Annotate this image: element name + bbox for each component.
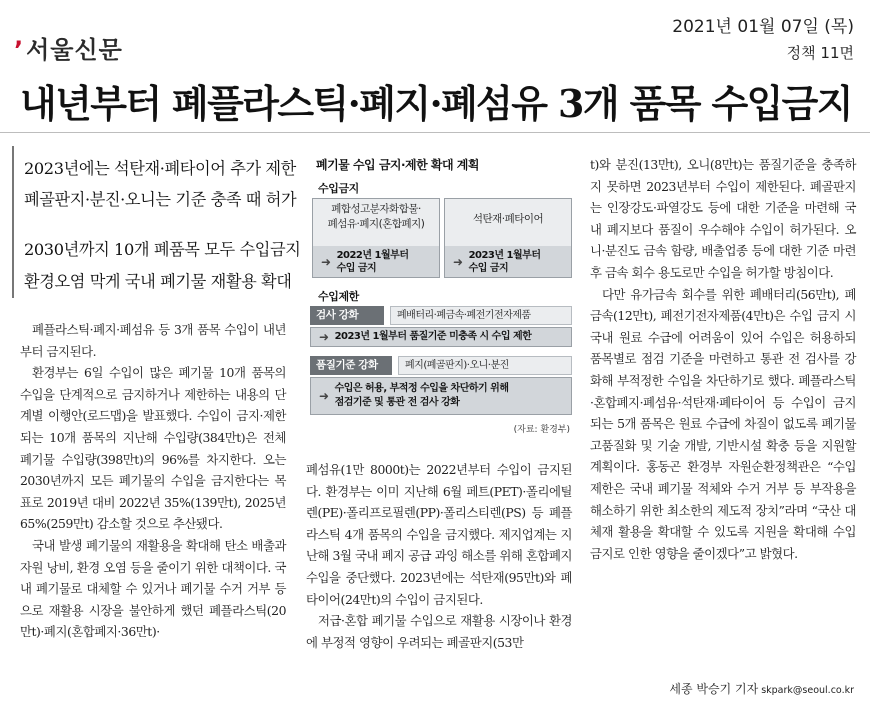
header-divider (0, 132, 870, 133)
restrict-row-action: 2023년 1월부터 품질기준 미충족 시 수입 제한 (334, 331, 532, 342)
newspaper-masthead (14, 30, 123, 65)
subhead-bar (12, 146, 14, 298)
infographic-title: 폐기물 수입 금지·제한 확대 계획 (316, 158, 479, 172)
subhead-1: 2023년에는 석탄재·폐타이어 추가 제한 (24, 159, 296, 178)
ban-box-1 (312, 198, 440, 278)
paragraph: 폐플라스틱·폐지·폐섬유 등 3개 품목 수입이 내년부터 금지된다. (20, 322, 286, 359)
paragraph: 다만 유가금속 회수를 위한 폐배터리(56만t), 폐금속(12만t), 폐전기전자제품(4만t)은 수입 금지 시 국내 원료 수급에 어려움이 있어 수입은 허용하되 품목별로 점검 기준을 마련하고 통관 전 검사를 강화해 부적정한 수입을 차단하기로 했다. 폐플라스틱·혼합폐지·폐섬유·석탄재·폐타이어 등 수입이 금지되는 5개 품목은 원료 수급에 차질이 없도록 폐기물 고품질화 및 기술 개발, 기반시설 확충 등을 지원할 계획이다. 홍동곤 환경부 자원순환정책관은 “수입 제한은 국내 폐기물 적체와 수거 거부 등 부작용을 해소하기 위한 최소한의 제도적 장치”라며 “국산 대체재 활용을 확대할 수 있도록 지원을 확대해 수입 금지로 인한 영향을 줄이겠다”고 밝혔다. (590, 286, 856, 561)
paragraph: 저급·혼합 폐기물 수입으로 재활용 시장이나 환경에 부정적 영향이 우려되는 폐골판지(53만 (306, 613, 572, 650)
article-column-3 (590, 154, 856, 564)
restrict-row-items: 폐배터리·폐금속·폐전기전자제품 (390, 306, 572, 325)
section-page: 정책 11면 (786, 44, 854, 62)
paragraph: 폐섬유(1만 8000t)는 2022년부터 수입이 금지된다. 환경부는 이미 지난해 6월 페트(PET)·폴리에틸렌(PE)·폴리프로필렌(PP)·폴리스티렌(PS) 등 폐플라스틱 4개 품목의 수입을 금지했다. 제지업계는 지난해 3월 국내 폐지 공급 과잉 해소를 위해 혼합폐지 수입을 중단했다. 2023년에는 석탄재(95만t)와 폐타이어(24만t)의 수입이 금지된다. (306, 462, 572, 607)
restrict-label: 수입제한 (318, 290, 359, 303)
masthead-mark-icon: ’ (14, 36, 25, 64)
ban-box-2 (444, 198, 572, 278)
restrict-row-head: 품질기준 강화 (310, 356, 392, 375)
paragraph: 환경부는 6일 수입이 많은 폐기물 10개 품목의 수입을 단계적으로 금지하거나 제한하는 내용의 단계별 이행안(로드맵)을 발표했다. 수입이 금지·제한되는 10개 품목의 지난해 수입량(384만t)은 전체 폐기물 수입량(398만t)의 96%를 차지한다. 오는 2030년까지 모든 폐기물의 수입을 금지한다는 목표로 2019년 대비 2022년 35%(139만t), 2025년 65%(259만t) 감소할 것으로 추산됐다. (20, 365, 286, 532)
article-column-1 (20, 319, 286, 643)
arrow-right-icon: ➜ (453, 254, 463, 269)
ban-box-action: 2023년 1월부터 수입 금지 (468, 249, 541, 274)
arrow-right-icon: ➜ (319, 330, 329, 344)
article-column-2 (306, 459, 572, 653)
byline (669, 680, 854, 697)
restrict-row-head: 검사 강화 (310, 306, 384, 325)
subhead-3: 2030년까지 10개 폐품목 모두 수입금지 (24, 240, 301, 259)
subhead-4: 환경오염 막게 국내 폐기물 재활용 확대 (24, 272, 292, 291)
paragraph: t)와 분진(13만t), 오니(8만t)는 품질기준을 충족하지 못하면 2023년부터 수입이 제한된다. 폐골판지는 인장강도·파열강도 등에 대한 기준을 마련해 국내 폐지보다 품질이 우수해야 수입이 허가된다. 오니·분진도 금속 함량, 배출업종 등에 대한 기준 마련 후 금속 회수 용도로만 수입을 허가할 방침이다. (590, 157, 856, 280)
ban-box-action: 2022년 1월부터 수입 금지 (336, 249, 409, 274)
publication-date: 2021년 01월 07일 (목) (672, 17, 854, 37)
arrow-right-icon: ➜ (321, 254, 331, 269)
reporter-name: 세종 박승기 기자 (669, 682, 759, 696)
restrict-row-action: 수입은 허용, 부적정 수입을 차단하기 위해 점검기준 및 통관 전 검사 강화 (334, 383, 509, 408)
masthead-text: 서울신문 (26, 36, 123, 64)
restrict-row-2 (310, 356, 572, 418)
reporter-email: skpark@seoul.co.kr (761, 685, 854, 696)
ban-box-items: 폐합성고분자화합물· 폐섬유·폐지(혼합폐지) (313, 199, 439, 246)
arrow-right-icon: ➜ (319, 389, 329, 403)
infographic (310, 154, 572, 434)
infographic-source: (자료: 환경부) (513, 425, 570, 435)
ban-box-items: 석탄재·폐타이어 (445, 199, 571, 246)
paragraph: 국내 발생 폐기물의 재활용을 확대해 탄소 배출과 자원 낭비, 환경 오염 등을 줄이기 위한 대책이다. 국내 폐기물로 대체할 수 있거나 폐기물 수거 거부 등으로 재활용 시장을 불안하게 했던 폐플라스틱(20만t)·폐지(혼합폐지·36만t)· (20, 537, 286, 640)
subhead-2: 폐골판지·분진·오니는 기준 충족 때 허가 (24, 190, 297, 209)
restrict-row-1 (310, 306, 572, 350)
ban-label: 수입금지 (318, 182, 359, 195)
headline: 내년부터 폐플라스틱·폐지·폐섬유 3개 품목 수입금지 (20, 81, 852, 126)
restrict-row-items: 폐지(폐골판지)·오니·분진 (398, 356, 572, 375)
